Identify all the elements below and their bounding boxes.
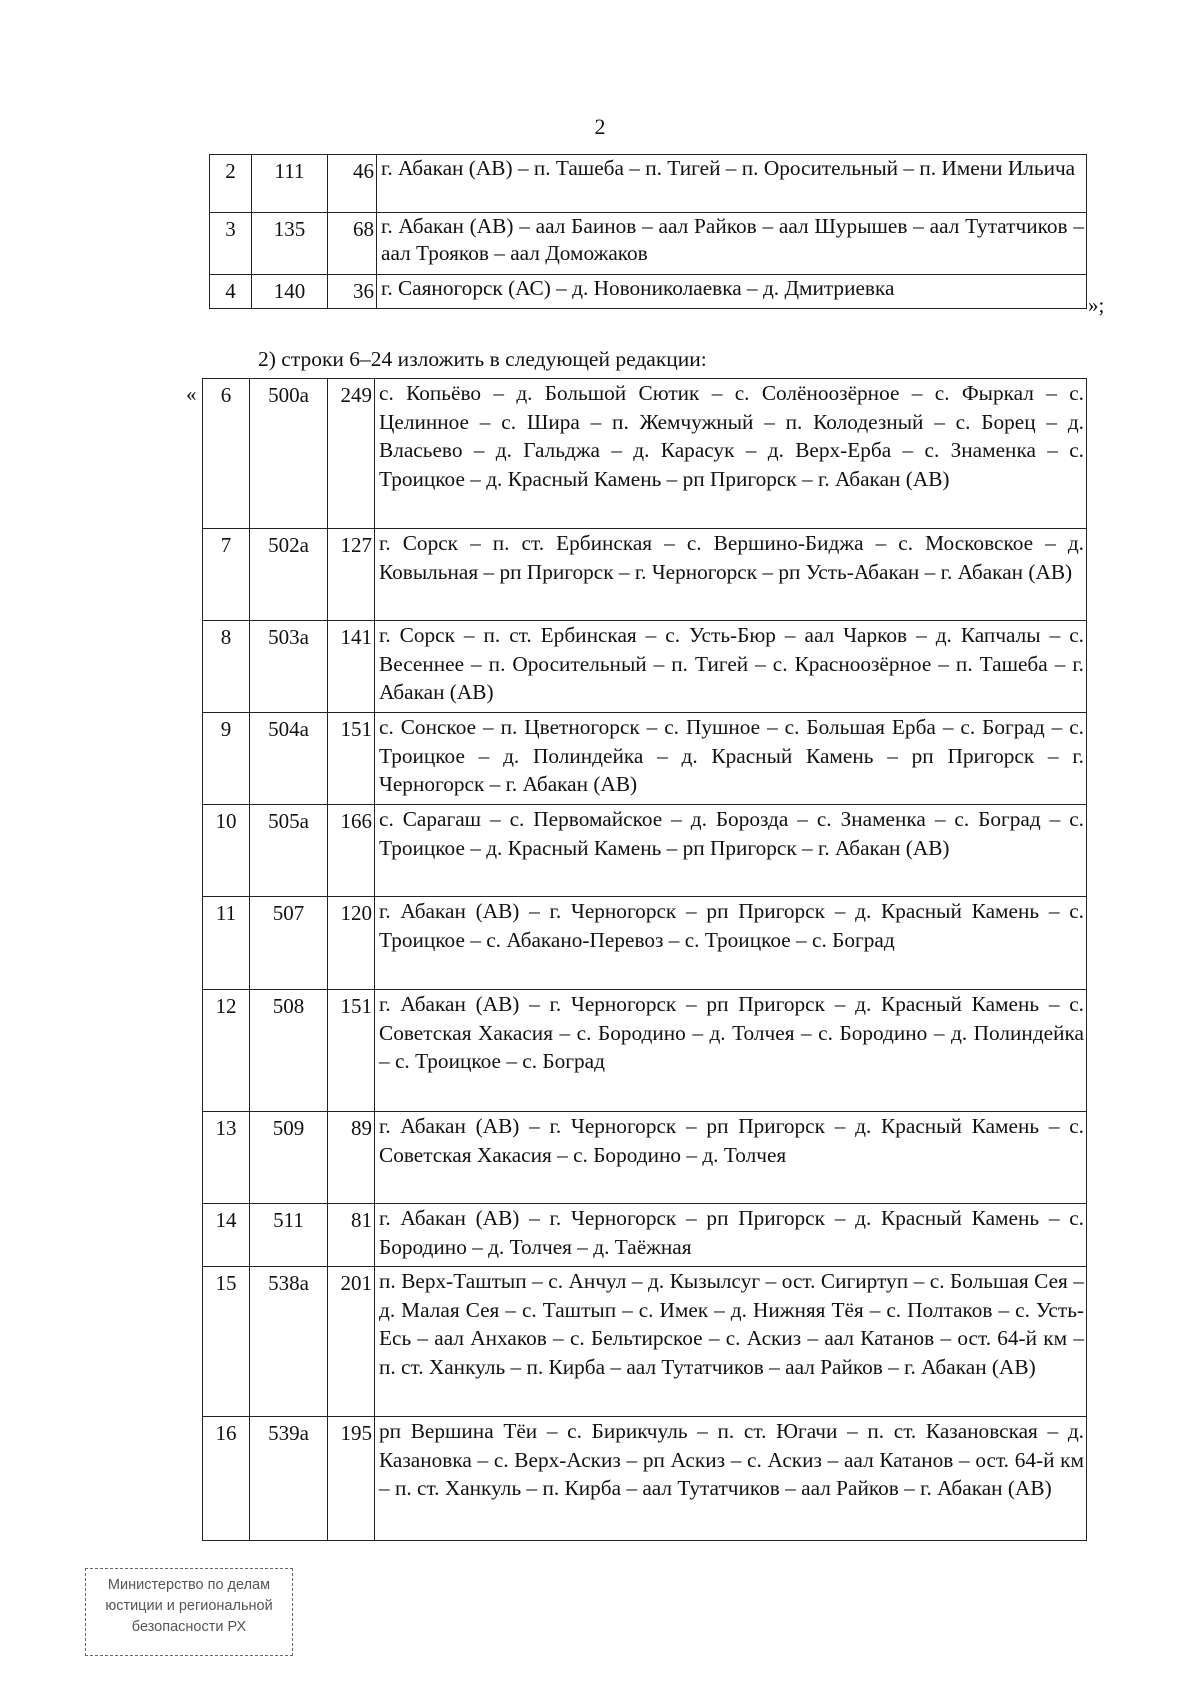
route-code: 538а bbox=[250, 1267, 328, 1417]
table-row bbox=[203, 1267, 1087, 1417]
row-number: 11 bbox=[203, 897, 250, 990]
route-code: 508 bbox=[250, 990, 328, 1112]
row-number: 14 bbox=[203, 1204, 250, 1267]
row-number: 10 bbox=[203, 805, 250, 897]
route-path: с. Сарагаш – с. Первомайское – д. Борозда – с. Знаменка – с. Боград – с. Троицкое – д. Красный Камень – рп Пригорск – г. Абакан (АВ) bbox=[375, 805, 1087, 897]
table-row bbox=[203, 713, 1087, 805]
route-path: г. Абакан (АВ) – г. Черногорск – рп Пригорск – д. Красный Камень – с. Троицкое – с. Абакано-Перевоз – с. Троицкое – с. Боград bbox=[375, 897, 1087, 990]
route-length: 36 bbox=[328, 275, 377, 309]
route-length: 46 bbox=[328, 155, 377, 213]
opening-quote: « bbox=[186, 382, 197, 406]
route-path: с. Сонское – п. Цветногорск – с. Пушное – с. Большая Ерба – с. Боград – с. Троицкое – д. Полиндейка – д. Красный Камень – рп Пригорск – г. Черногорск – г. Абакан (АВ) bbox=[375, 713, 1087, 805]
row-number: 6 bbox=[203, 379, 250, 529]
row-number: 16 bbox=[203, 1417, 250, 1541]
route-length: 166 bbox=[328, 805, 375, 897]
route-path: г. Абакан (АВ) – аал Баинов – аал Райков – аал Шурышев – аал Тутатчиков – аал Трояков – аал Доможаков bbox=[377, 213, 1087, 275]
route-length: 249 bbox=[328, 379, 375, 529]
table-row bbox=[203, 621, 1087, 713]
route-length: 68 bbox=[328, 213, 377, 275]
table-row bbox=[203, 379, 1087, 529]
row-number: 8 bbox=[203, 621, 250, 713]
page-number: 2 bbox=[594, 114, 606, 139]
route-code: 507 bbox=[250, 897, 328, 990]
routes-table-new bbox=[202, 378, 1087, 1541]
row-number: 13 bbox=[203, 1112, 250, 1204]
route-length: 141 bbox=[328, 621, 375, 713]
row-number: 4 bbox=[210, 275, 252, 309]
route-path: г. Саяногорск (АС) – д. Новониколаевка – д. Дмитриевка bbox=[377, 275, 1087, 309]
route-code: 505а bbox=[250, 805, 328, 897]
route-code: 111 bbox=[252, 155, 328, 213]
route-code: 135 bbox=[252, 213, 328, 275]
table-row bbox=[210, 275, 1087, 309]
route-length: 120 bbox=[328, 897, 375, 990]
route-path: г. Абакан (АВ) – п. Ташеба – п. Тигей – п. Оросительный – п. Имени Ильича bbox=[377, 155, 1087, 213]
route-path: рп Вершина Тёи – с. Бирикчуль – п. ст. Югачи – п. ст. Казановская – д. Казановка – с. Верх-Аскиз – рп Аскиз – с. Аскиз – аал Катанов – ост. 64-й км – п. ст. Ханкуль – п. Кирба – аал Тутатчиков – аал Райков – г. Абакан (АВ) bbox=[375, 1417, 1087, 1541]
table-row bbox=[203, 1112, 1087, 1204]
route-code: 500а bbox=[250, 379, 328, 529]
table-row bbox=[203, 529, 1087, 621]
row-number: 15 bbox=[203, 1267, 250, 1417]
route-length: 89 bbox=[328, 1112, 375, 1204]
table-row bbox=[203, 897, 1087, 990]
table-row bbox=[210, 155, 1087, 213]
route-path: г. Сорск – п. ст. Ербинская – с. Усть-Бюр – аал Чарков – д. Капчалы – с. Весеннее – п. Оросительный – п. Тигей – с. Красноозёрное – п. Ташеба – г. Абакан (АВ) bbox=[375, 621, 1087, 713]
route-path: г. Абакан (АВ) – г. Черногорск – рп Пригорск – д. Красный Камень – с. Бородино – д. Толчея – д. Таёжная bbox=[375, 1204, 1087, 1267]
closing-quote: »; bbox=[1088, 293, 1105, 317]
row-number: 2 bbox=[210, 155, 252, 213]
routes-table-continued bbox=[209, 154, 1087, 309]
route-path: г. Абакан (АВ) – г. Черногорск – рп Пригорск – д. Красный Камень – с. Советская Хакасия – с. Бородино – д. Толчея bbox=[375, 1112, 1087, 1204]
table-row bbox=[203, 805, 1087, 897]
stamp-line: безопасности РХ bbox=[131, 1619, 247, 1635]
route-code: 503а bbox=[250, 621, 328, 713]
row-number: 3 bbox=[210, 213, 252, 275]
amendment-instruction: 2) строки 6–24 изложить в следующей редакции: bbox=[258, 347, 707, 371]
table-row bbox=[210, 213, 1087, 275]
route-path: г. Сорск – п. ст. Ербинская – с. Вершино-Биджа – с. Московское – д. Ковыльная – рп Пригорск – г. Черногорск – рп Усть-Абакан – г. Абакан (АВ) bbox=[375, 529, 1087, 621]
table-row bbox=[203, 990, 1087, 1112]
ministry-stamp bbox=[85, 1568, 293, 1656]
route-path: г. Абакан (АВ) – г. Черногорск – рп Пригорск – д. Красный Камень – с. Советская Хакасия – с. Бородино – д. Толчея – с. Бородино – д. Полиндейка – с. Троицкое – с. Боград bbox=[375, 990, 1087, 1112]
route-length: 151 bbox=[328, 990, 375, 1112]
route-length: 195 bbox=[328, 1417, 375, 1541]
route-path: п. Верх-Таштып – с. Анчул – д. Кызылсуг – ост. Сигиртуп – с. Большая Сея – д. Малая Сея – с. Таштып – с. Имек – д. Нижняя Тёя – с. Полтаков – с. Усть-Есь – аал Анхаков – с. Бельтирское – с. Аскиз – аал Катанов – ост. 64-й км – п. ст. Ханкуль – п. Кирба – аал Тутатчиков – аал Райков – г. Абакан (АВ) bbox=[375, 1267, 1087, 1417]
route-length: 81 bbox=[328, 1204, 375, 1267]
route-code: 539а bbox=[250, 1417, 328, 1541]
route-code: 504а bbox=[250, 713, 328, 805]
route-code: 502а bbox=[250, 529, 328, 621]
row-number: 7 bbox=[203, 529, 250, 621]
route-path: с. Копьёво – д. Большой Сютик – с. Солёноозёрное – с. Фыркал – с. Целинное – с. Шира – п. Жемчужный – п. Колодезный – с. Борец – д. Власьево – д. Гальджа – д. Карасук – д. Верх-Ерба – с. Знаменка – с. Троицкое – д. Красный Камень – рп Пригорск – г. Абакан (АВ) bbox=[375, 379, 1087, 529]
row-number: 12 bbox=[203, 990, 250, 1112]
route-length: 127 bbox=[328, 529, 375, 621]
stamp-line: юстиции и региональной bbox=[105, 1598, 273, 1614]
route-length: 201 bbox=[328, 1267, 375, 1417]
table-row bbox=[203, 1204, 1087, 1267]
route-length: 151 bbox=[328, 713, 375, 805]
table-row bbox=[203, 1417, 1087, 1541]
route-code: 509 bbox=[250, 1112, 328, 1204]
route-code: 511 bbox=[250, 1204, 328, 1267]
stamp-line: Министерство по делам bbox=[107, 1577, 271, 1593]
route-code: 140 bbox=[252, 275, 328, 309]
row-number: 9 bbox=[203, 713, 250, 805]
